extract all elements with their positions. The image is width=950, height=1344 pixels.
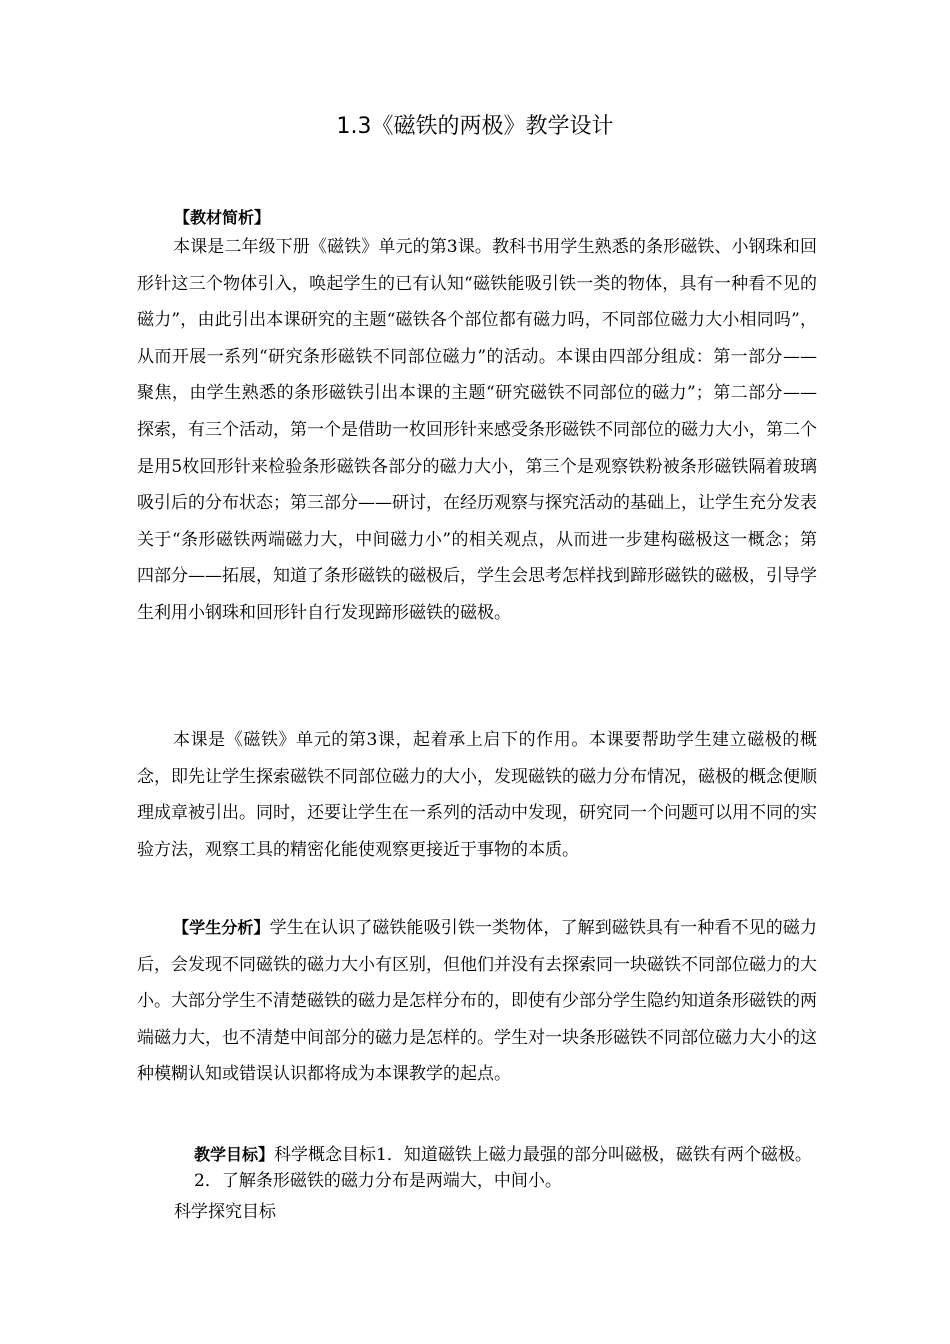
inquiry-goals-heading: 科学探究目标 [174,1202,276,1222]
student-analysis-label: 【学生分析】 [173,918,270,937]
teaching-goals-paragraph [194,1142,816,1194]
teaching-goals-label: 教学目标】 [194,1145,275,1164]
textbook-analysis-paragraph-2: 本课是《磁铁》单元的第3课，起着承上启下的作用。本课要帮助学生建立磁极的概念，即先让学生探索磁铁不同部位磁力的大小，发现磁铁的磁力分布情况，磁极的概念便顺理成章被引出。同时，还要让学生在一系列的活动中发现，研究同一个问题可以用不同的实验方法，观察工具的精密化能使观察更接近于事物的本质。 [137,730,817,860]
textbook-analysis-paragraph-1: 本课是二年级下册《磁铁》单元的第3课。教科书用学生熟悉的条形磁铁、小钢珠和回形针这三个物体引入，唤起学生的已有认知“磁铁能吸引铁一类的物体，具有一种看不见的磁力”，由此引出本课研究的主题“磁铁各个部位都有磁力吗，不同部位磁力大小相同吗”，从而开展一系列“研究条形磁铁不同部位磁力”的活动。本课由四部分组成：第一部分——聚焦，由学生熟悉的条形磁铁引出本课的主题“研究磁铁不同部位的磁力”；第二部分——探索，有三个活动，第一个是借助一枚回形针来感受条形磁铁不同部位的磁力大小，第二个是用5枚回形针来检验条形磁铁各部分的磁力大小，第三个是观察铁粉被条形磁铁隔着玻璃吸引后的分布状态；第三部分——研讨，在经历观察与探究活动的基础上，让学生充分发表关于“条形磁铁两端磁力大，中间磁力小”的相关观点，从而进一步建构磁极这一概念；第四部分——拓展，知道了条形磁铁的磁极后，学生会思考怎样找到蹄形磁铁的磁极，引导学生利用小钢珠和回形针自行发现蹄形磁铁的磁极。 [137,237,817,623]
student-analysis-text: 学生在认识了磁铁能吸引铁一类物体，了解到磁铁具有一种看不见的磁力后，会发现不同磁铁的磁力大小有区别，但他们并没有去探索同一块磁铁不同部位磁力的大小。大部分学生不清楚磁铁的磁力是怎样分布的，即使有少部分学生隐约知道条形磁铁的两端磁力大，也不清楚中间部分的磁力是怎样的。学生对一块条形磁铁不同部位磁力大小的这种模糊认知或错误认识都将成为本课教学的起点。 [137,918,817,1085]
student-analysis-paragraph [137,910,817,1093]
textbook-analysis-heading: 【教材简析】 [174,208,271,227]
teaching-goals-text: 科学概念目标1．知道磁铁上磁力最强的部分叫磁极，磁铁有两个磁极。2．了解条形磁铁的磁力分布是两端大，中间小。 [194,1145,812,1191]
document-title: 1.3《磁铁的两极》教学设计 [336,114,614,139]
